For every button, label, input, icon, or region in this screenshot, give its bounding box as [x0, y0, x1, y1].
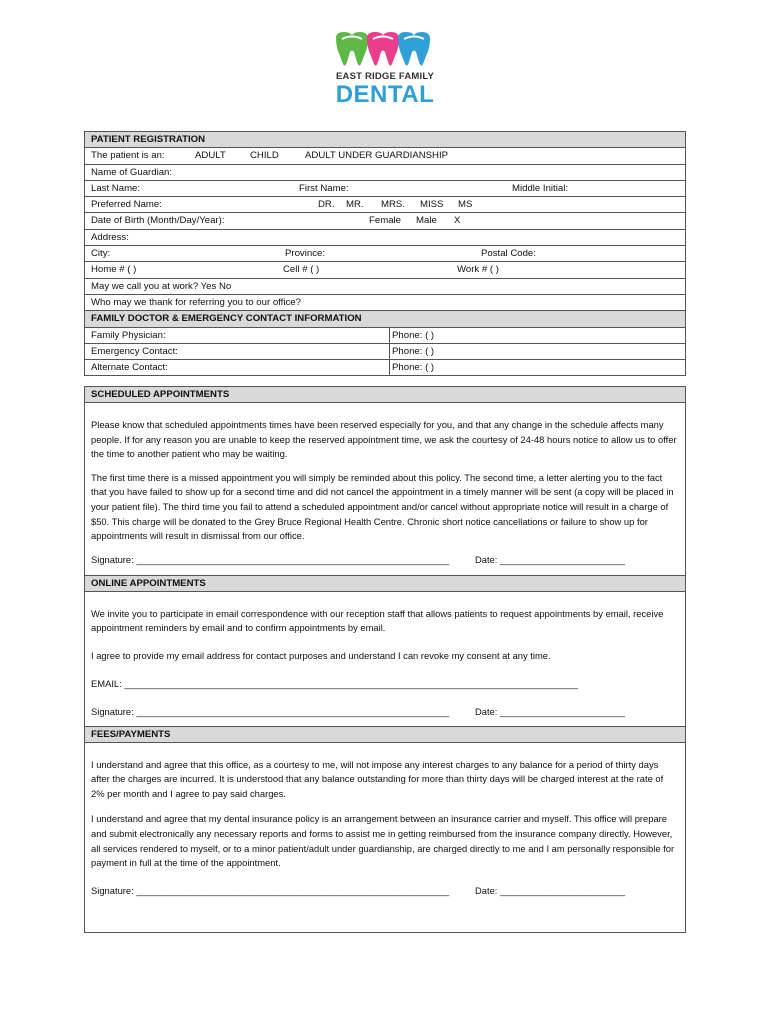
- patient-registration-section: [84, 131, 686, 376]
- option-male[interactable]: Male: [416, 215, 437, 227]
- registration-title: PATIENT REGISTRATION: [91, 134, 206, 145]
- address-field[interactable]: Address:: [91, 231, 129, 243]
- title-miss[interactable]: MISS: [420, 199, 444, 211]
- fees-date-field[interactable]: Date: ________________________: [475, 884, 626, 896]
- online-paragraph-2: I agree to provide my email address for contact purposes and understand I can revoke my consent at any time.: [91, 649, 551, 661]
- family-physician-phone[interactable]: Phone: ( ): [392, 329, 435, 341]
- policies-section: [84, 386, 686, 933]
- emergency-contact-phone[interactable]: Phone: ( ): [392, 345, 435, 357]
- option-adult[interactable]: ADULT: [195, 150, 226, 162]
- scheduled-date-field[interactable]: Date: ________________________: [475, 553, 626, 565]
- address-row: [85, 230, 685, 246]
- scheduled-paragraph-2: The first time there is a missed appointment you will simply be reminded about this policy. The second time, a letter alerting you to the fact that you have failed to show up for a second time and did not cancel the appointment in a timely manner will be sent (a copy will be placed in your patient file). The third time you fail to attend a scheduled appointment and/or cancel without appropriate notice will result in a charge of $50. This charge will be donated to the Grey Bruce Regional Health Centre. Chronic short notice cancellations or failure to show up for appointments will result in dismissal from our office.: [91, 471, 674, 542]
- province-field[interactable]: Province:: [285, 248, 325, 260]
- cell-phone-field[interactable]: Cell # ( ): [283, 264, 320, 276]
- option-child[interactable]: CHILD: [250, 150, 279, 162]
- preferred-name-row: [85, 197, 685, 213]
- call-at-work-question[interactable]: May we call you at work? Yes No: [91, 280, 232, 292]
- preferred-name-field[interactable]: Preferred Name:: [91, 199, 162, 211]
- home-phone-field[interactable]: Home # ( ): [91, 264, 137, 276]
- dental-logo: [330, 30, 440, 110]
- emergency-title: FAMILY DOCTOR & EMERGENCY CONTACT INFORMATION: [91, 313, 362, 325]
- family-physician-row: [85, 328, 685, 344]
- logo-text-east-ridge: EAST RIDGE FAMILY: [335, 71, 435, 82]
- alternate-contact-phone[interactable]: Phone: ( ): [392, 362, 435, 374]
- scheduled-header: [85, 387, 685, 403]
- city-row: [85, 246, 685, 262]
- phone-row: [85, 262, 685, 278]
- first-name-field[interactable]: First Name:: [299, 182, 349, 194]
- fees-signature-field[interactable]: Signature: ____________________________________________________________: [91, 884, 450, 896]
- emergency-contact-row: [85, 344, 685, 360]
- referral-field[interactable]: Who may we thank for referring you to our office?: [91, 296, 301, 308]
- fees-header: [85, 726, 685, 743]
- online-signature-row: [85, 705, 685, 719]
- emergency-contact-field[interactable]: Emergency Contact:: [91, 345, 178, 357]
- fees-signature-row: [85, 884, 685, 898]
- name-row: [85, 181, 685, 197]
- scheduled-paragraph-1: Please know that scheduled appointments times have been reserved especially for you, and that any change in the schedule affects many people. If for any reason you are unable to keep the reserved appointment time, we ask the courtesy of 24-48 hours notice to allow us to offer the time to another patient who may be waiting.: [91, 419, 677, 460]
- teeth-icon: [330, 30, 440, 70]
- fees-paragraph-1: I understand and agree that this office, as a courtesy to me, will not impose any interest charges to any balance for a period of thirty days after the charges are incurred. It is understood that any balance outstanding for more than thirty days will be charged interest at the rate of 2% per month and I agree to pay said charges.: [91, 758, 664, 799]
- title-mrs[interactable]: MRS.: [381, 199, 405, 211]
- last-name-field[interactable]: Last Name:: [91, 182, 141, 194]
- logo-text-dental: DENTAL: [335, 81, 435, 108]
- guardian-row: [85, 165, 685, 181]
- option-x[interactable]: X: [454, 215, 461, 227]
- fees-paragraph-2: I understand and agree that my dental insurance policy is an arrangement between an insurance carrier and myself. This office will prepare and submit electronically any necessary reports and forms to assist me in getting reimbursed from the insurance company directly. However, all services rendered to myself, or to a minor patient/adult under guardianship, are charged directly to me and I am personally responsible for payment in full at the time of the appointment.: [91, 813, 675, 869]
- patient-type-row: [85, 148, 685, 164]
- alternate-contact-field[interactable]: Alternate Contact:: [91, 362, 168, 374]
- dob-field[interactable]: Date of Birth (Month/Day/Year):: [91, 215, 225, 227]
- online-date-field[interactable]: Date: ________________________: [475, 705, 626, 717]
- dob-row: [85, 213, 685, 229]
- scheduled-signature-field[interactable]: Signature: ____________________________________________________________: [91, 553, 450, 565]
- email-row: [85, 677, 685, 691]
- work-phone-field[interactable]: Work # ( ): [457, 264, 499, 276]
- scheduled-title: SCHEDULED APPOINTMENTS: [91, 389, 230, 400]
- title-dr[interactable]: DR.: [318, 199, 335, 211]
- title-ms[interactable]: MS: [458, 199, 473, 211]
- option-female[interactable]: Female: [369, 215, 401, 227]
- call-at-work-row: [85, 279, 685, 295]
- fees-title: FEES/PAYMENTS: [91, 728, 171, 740]
- referral-row: [85, 295, 685, 311]
- patient-type-label: The patient is an:: [91, 150, 165, 162]
- scheduled-signature-row: [85, 553, 685, 567]
- postal-code-field[interactable]: Postal Code:: [481, 248, 536, 260]
- emergency-header: [85, 311, 685, 327]
- online-signature-field[interactable]: Signature: ____________________________________________________________: [91, 705, 450, 717]
- middle-initial-field[interactable]: Middle Initial:: [512, 182, 568, 194]
- registration-header: [85, 132, 685, 148]
- guardian-name-field[interactable]: Name of Guardian:: [91, 166, 173, 178]
- online-header: [85, 575, 685, 592]
- email-field[interactable]: EMAIL: _______________________________________________________________________________________: [91, 677, 578, 689]
- option-guardianship[interactable]: ADULT UNDER GUARDIANSHIP: [305, 150, 449, 162]
- city-field[interactable]: City:: [91, 248, 111, 260]
- alternate-contact-row: [85, 360, 685, 375]
- online-title: ONLINE APPOINTMENTS: [91, 577, 206, 589]
- title-mr[interactable]: MR.: [346, 199, 364, 211]
- family-physician-field[interactable]: Family Physician:: [91, 329, 166, 341]
- online-paragraph-1: We invite you to participate in email correspondence with our reception staff that allows patients to request appointments by email, receive appointment reminders by email and to confirm appointments by email.: [91, 607, 664, 634]
